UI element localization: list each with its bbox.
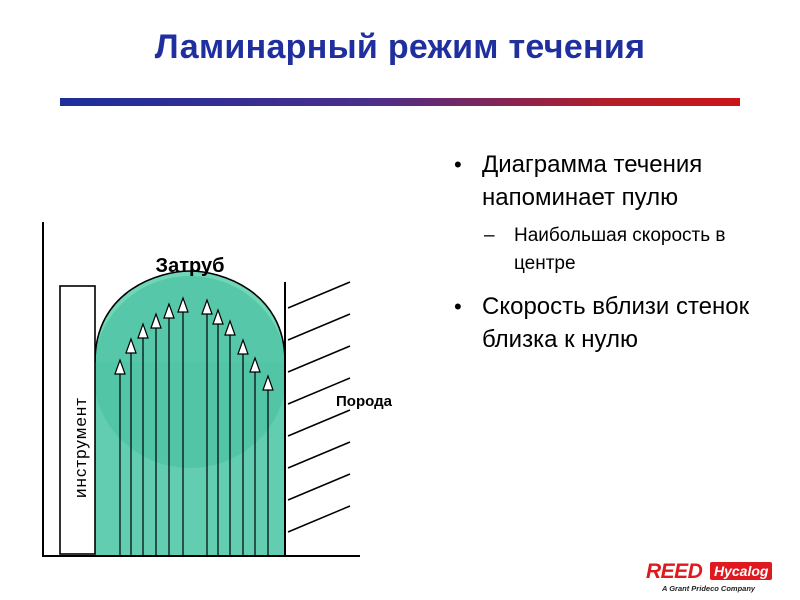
logo-hycalog: Hycalog xyxy=(710,562,772,580)
logo-reed: REED xyxy=(646,560,703,583)
annulus-label: Затруб xyxy=(155,255,225,277)
sub-bullet-dash: – xyxy=(484,225,495,246)
bullet-dot: • xyxy=(454,152,462,177)
tool-label: инструмент xyxy=(71,396,90,498)
flow-region xyxy=(93,271,287,556)
bullet-text: Скорость вблизи стенок близка к нулю xyxy=(482,293,750,353)
slide-title: Ламинарный режим течения xyxy=(154,28,646,66)
bullet-list xyxy=(452,148,782,364)
formation-label: Порода xyxy=(336,393,392,410)
logo-tagline: A Grant Prideco Company xyxy=(662,584,756,593)
bullet-item xyxy=(452,148,782,214)
sub-bullet-text: Наибольшая скорость в центре xyxy=(514,225,726,274)
company-logo xyxy=(646,560,796,594)
bullet-dot: • xyxy=(454,294,462,319)
sub-bullet-item xyxy=(452,222,782,278)
bullet-text: Диаграмма течения напоминает пулю xyxy=(482,151,703,211)
bullet-item xyxy=(452,290,782,356)
